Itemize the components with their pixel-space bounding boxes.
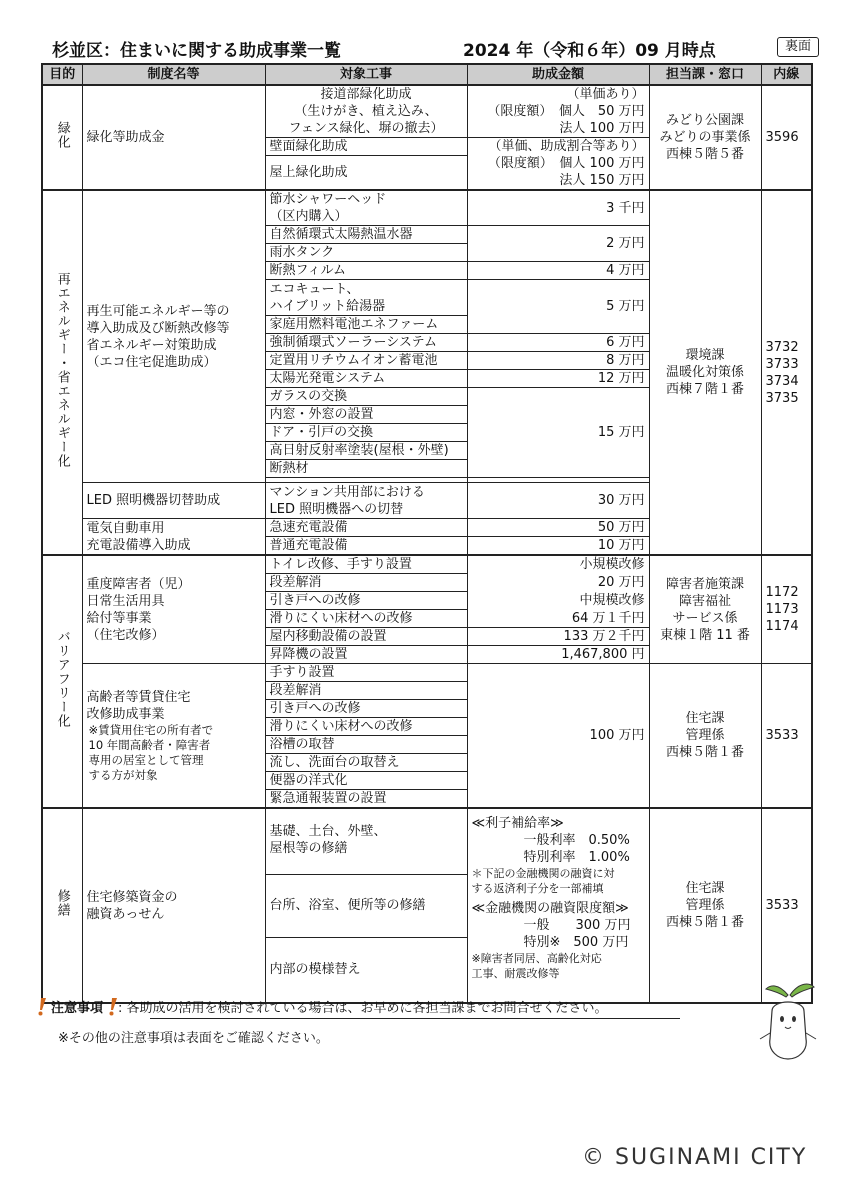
section-greening xyxy=(42,85,812,190)
amount-energy-6: 6 万円 xyxy=(467,334,649,352)
work-elderly-5: 流し、洗面台の取替え xyxy=(265,754,467,772)
interest-note: ＊下記の金融機関の融資に対 する返済利子分を一部補填 xyxy=(471,867,615,895)
dept-disabled: 障害者施策課 障害福祉 サービス係 東棟１階 11 番 xyxy=(649,555,761,664)
amount-elderly: 100 万円 xyxy=(467,664,649,809)
work-energy-11: ドア・引戸の交換 xyxy=(265,424,467,442)
caution-text: : 各助成の活用を検討されている場合は、お早めに各担当課までお問合せください。 xyxy=(118,1001,608,1016)
amount-energy-8: 12 万円 xyxy=(467,370,649,388)
amount-energy-1: 2 万円 xyxy=(467,226,649,262)
work-energy-4: エコキュート、 ハイブリット給湯器 xyxy=(265,280,467,316)
purpose-greening: 緑化 xyxy=(42,85,82,190)
work-energy-6: 強制循環式ソーラーシステム xyxy=(265,334,467,352)
col-work: 対象工事 xyxy=(265,64,467,85)
program-disabled: 重度障害者（児） 日常生活用具 給付等事業 （住宅改修） xyxy=(82,555,265,664)
loan-note: ※障害者同居、高齢化対応 工事、耐震改修等 xyxy=(471,952,602,980)
program-elderly-note: ※賃貸用住宅の所有者で 10 年間高齢者・障害者 専用の居室として管理 する方が対象 xyxy=(88,722,214,782)
program-elderly xyxy=(82,664,265,809)
work-ev-1: 急速充電設備 xyxy=(265,519,467,537)
work-led: マンション共用部における LED 照明機器への切替 xyxy=(265,483,467,519)
ext-greening: 3596 xyxy=(761,85,812,190)
dept-energy: 環境課 温暖化対策係 西棟７階１番 xyxy=(649,190,761,555)
work-energy-13: 断熱材 xyxy=(265,460,467,478)
ext-repair: 3533 xyxy=(761,808,812,1003)
table-header-row xyxy=(42,64,812,85)
work-elderly-1: 段差解消 xyxy=(265,682,467,700)
section-barrier xyxy=(42,555,812,808)
sub-note: ※その他の注意事項は表面をご確認ください。 xyxy=(58,1031,329,1046)
amount-ev-2: 10 万円 xyxy=(467,537,649,556)
amount-disabled-2: 中規模改修 xyxy=(467,592,649,610)
amount-disabled-3: 64 万１千円 xyxy=(467,610,649,628)
purpose-barrier: バリアフリー化 xyxy=(42,555,82,808)
program-elderly-name: 高齢者等賃貸住宅 改修助成事業 xyxy=(86,689,191,722)
work-energy-1: 自然循環式太陽熱温水器 xyxy=(265,226,467,244)
work-disabled-4: 屋内移動設備の設置 xyxy=(265,628,467,646)
work-repair-1: 台所、浴室、便所等の修繕 xyxy=(265,874,467,937)
program-repair: 住宅修築資金の 融資あっせん xyxy=(82,808,265,1003)
work-elderly-4: 浴槽の取替 xyxy=(265,736,467,754)
amount-led: 30 万円 xyxy=(467,483,649,519)
work-repair-0: 基礎、土台、外壁、 屋根等の修繕 xyxy=(265,808,467,874)
exclamation-icon xyxy=(37,998,47,1016)
dept-greening: みどり公園課 みどりの事業係 西棟５階５番 xyxy=(649,85,761,190)
program-ev: 電気自動車用 充電設備導入助成 xyxy=(82,519,265,556)
amount-greening-2: （単価、助成割合等あり） （限度額） 個人 100 万円 法人 150 万円 xyxy=(467,138,649,191)
as-of-date: 2024 年（令和６年）09 月時点 xyxy=(463,41,716,61)
ext-elderly: 3533 xyxy=(761,664,812,809)
work-elderly-2: 引き戸への改修 xyxy=(265,700,467,718)
work-energy-10: 内窓・外窓の設置 xyxy=(265,406,467,424)
amount-disabled-4: 133 万２千円 xyxy=(467,628,649,646)
rate-special: 特別利率 1.00% xyxy=(523,850,630,865)
loan-general: 一般 300 万円 xyxy=(523,918,631,933)
program-greening: 緑化等助成金 xyxy=(82,85,265,190)
program-led: LED 照明機器切替助成 xyxy=(82,483,265,519)
work-repair-2: 内部の模様替え xyxy=(265,937,467,1003)
work-energy-12: 高日射反射率塗装(屋根・外壁) xyxy=(265,442,467,460)
amount-disabled-5: 1,467,800 円 xyxy=(467,646,649,664)
work-energy-0: 節水シャワーヘッド （区内購入） xyxy=(265,190,467,226)
purpose-energy: 再エネルギー・省エネルギー化 xyxy=(42,190,82,555)
col-amount: 助成金額 xyxy=(467,64,649,85)
amount-energy-0: 3 千円 xyxy=(467,190,649,226)
col-program: 制度名等 xyxy=(82,64,265,85)
work-ev-2: 普通充電設備 xyxy=(265,537,467,556)
work-energy-7: 定置用リチウムイオン蓄電池 xyxy=(265,352,467,370)
caution-label: 注意事項 xyxy=(51,1001,104,1016)
amount-disabled-1: 20 万円 xyxy=(467,574,649,592)
col-ext: 内線 xyxy=(761,64,812,85)
amount-energy-9: 15 万円 xyxy=(467,388,649,478)
work-greening-2: 壁面緑化助成 xyxy=(265,138,467,156)
amount-energy-3: 4 万円 xyxy=(467,262,649,280)
dept-elderly: 住宅課 管理係 西棟５階１番 xyxy=(649,664,761,809)
subsidy-table xyxy=(41,63,813,1004)
work-greening-3: 屋上緑化助成 xyxy=(265,156,467,190)
interest-title: ≪利子補給率≫ xyxy=(471,816,564,831)
col-purpose: 目的 xyxy=(42,64,82,85)
purpose-repair: 修繕 xyxy=(42,808,82,1003)
mascot-icon xyxy=(752,975,824,1065)
program-energy: 再生可能エネルギー等の 導入助成及び断熱改修等 省エネルギー対策助成 （エコ住宅促進助成） xyxy=(82,190,265,483)
side-badge: 裏面 xyxy=(777,37,819,57)
work-disabled-1: 段差解消 xyxy=(265,574,467,592)
amount-energy-7: 8 万円 xyxy=(467,352,649,370)
amount-disabled-0: 小規模改修 xyxy=(467,555,649,574)
work-greening-1: 接道部緑化助成 （生けがき、植え込み、 フェンス緑化、塀の撤去） xyxy=(265,85,467,138)
ext-disabled: 1172 1173 1174 xyxy=(761,555,812,664)
work-disabled-2: 引き戸への改修 xyxy=(265,592,467,610)
amount-repair xyxy=(467,808,649,1003)
loan-special: 特別※ 500 万円 xyxy=(523,935,629,950)
work-elderly-3: 滑りにくい床材への改修 xyxy=(265,718,467,736)
work-energy-3: 断熱フィルム xyxy=(265,262,467,280)
work-disabled-3: 滑りにくい床材への改修 xyxy=(265,610,467,628)
rate-general: 一般利率 0.50% xyxy=(523,833,630,848)
work-energy-5: 家庭用燃料電池エネファーム xyxy=(265,316,467,334)
work-elderly-6: 便器の洋式化 xyxy=(265,772,467,790)
caution-underline xyxy=(150,1018,680,1019)
exclamation-icon-2 xyxy=(108,998,118,1016)
page-title: 杉並区：住まいに関する助成事業一覧 xyxy=(52,41,341,61)
caution-line xyxy=(37,997,608,1016)
work-energy-2: 雨水タンク xyxy=(265,244,467,262)
work-elderly-7: 緊急通報装置の設置 xyxy=(265,790,467,809)
amount-greening-1: （単価あり） （限度額） 個人 50 万円 法人 100 万円 xyxy=(467,85,649,138)
dept-repair: 住宅課 管理係 西棟５階１番 xyxy=(649,808,761,1003)
amount-energy-4: 5 万円 xyxy=(467,280,649,334)
copyright: © SUGINAMI CITY xyxy=(582,1145,808,1170)
work-elderly-0: 手すり設置 xyxy=(265,664,467,682)
work-energy-8: 太陽光発電システム xyxy=(265,370,467,388)
work-energy-9: ガラスの交換 xyxy=(265,388,467,406)
work-disabled-5: 昇降機の設置 xyxy=(265,646,467,664)
work-disabled-0: トイレ改修、手すり設置 xyxy=(265,555,467,574)
section-repair xyxy=(42,808,812,1003)
loan-title: ≪金融機関の融資限度額≫ xyxy=(471,901,629,916)
amount-ev-1: 50 万円 xyxy=(467,519,649,537)
col-dept: 担当課・窓口 xyxy=(649,64,761,85)
ext-energy: 3732 3733 3734 3735 xyxy=(761,190,812,555)
section-energy xyxy=(42,190,812,555)
